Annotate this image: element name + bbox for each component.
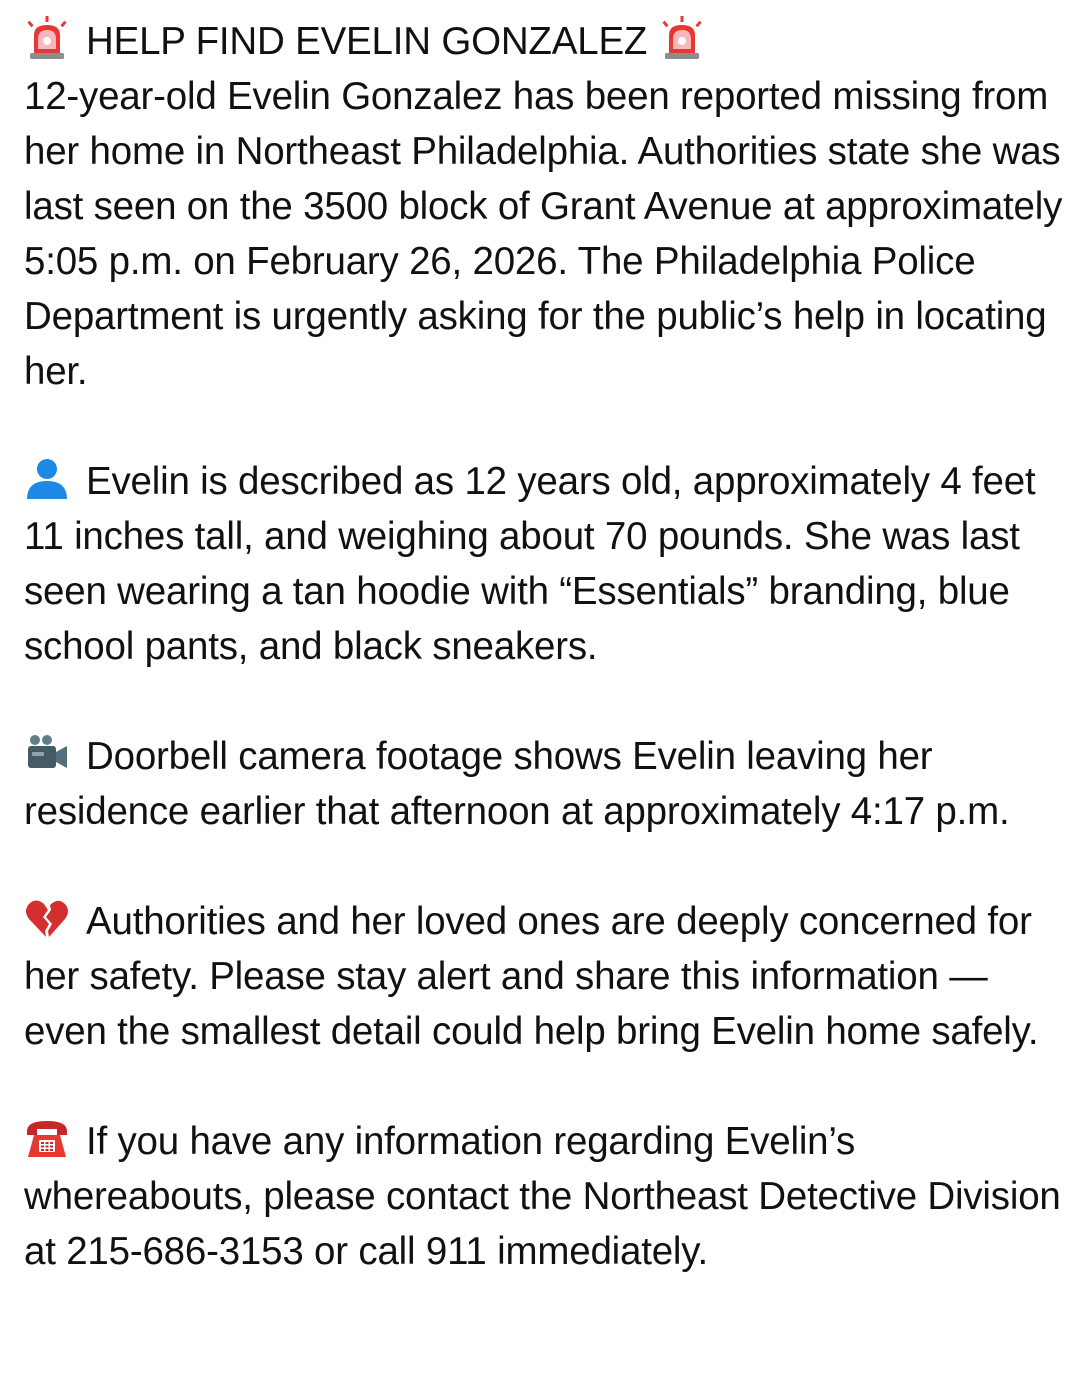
post-title-line — [24, 14, 1064, 399]
concern-paragraph — [24, 894, 1064, 1059]
video-camera-icon — [24, 730, 70, 776]
person-silhouette-icon — [24, 455, 70, 501]
contact-text: If you have any information regarding Evelin’s whereabouts, please contact the Northeast Detective Division at 215-686-3153 or call 911 immediately. — [24, 1120, 1061, 1273]
broken-heart-icon — [24, 895, 70, 941]
police-light-icon — [659, 15, 705, 61]
description-text: Evelin is described as 12 years old, approximately 4 feet 11 inches tall, and weighing about 70 pounds. She was last seen wearing a tan hoodie with “Essentials” branding, blue school pants, and black sneakers. — [24, 460, 1036, 668]
telephone-icon — [24, 1115, 70, 1161]
post-body — [24, 14, 1064, 1334]
post-intro-text: 12-year-old Evelin Gonzalez has been reported missing from her home in Northeast Philadelphia. Authorities state she was last seen on the 3500 block of Grant Avenue at approximately 5:05 p.m. on February 26, 2026. The Philadelphia Police Department is urgently asking for the public’s help in locating her. — [24, 75, 1063, 393]
footage-text: Doorbell camera footage shows Evelin leaving her residence earlier that afternoon at approximately 4:17 p.m. — [24, 735, 1010, 833]
description-paragraph — [24, 454, 1064, 674]
footage-paragraph — [24, 729, 1064, 839]
contact-paragraph — [24, 1114, 1064, 1279]
post-title: HELP FIND EVELIN GONZALEZ — [86, 20, 648, 63]
police-light-icon — [24, 15, 70, 61]
concern-text: Authorities and her loved ones are deeply concerned for her safety. Please stay alert and share this information — even the smallest detail could help bring Evelin home safely. — [24, 900, 1039, 1053]
